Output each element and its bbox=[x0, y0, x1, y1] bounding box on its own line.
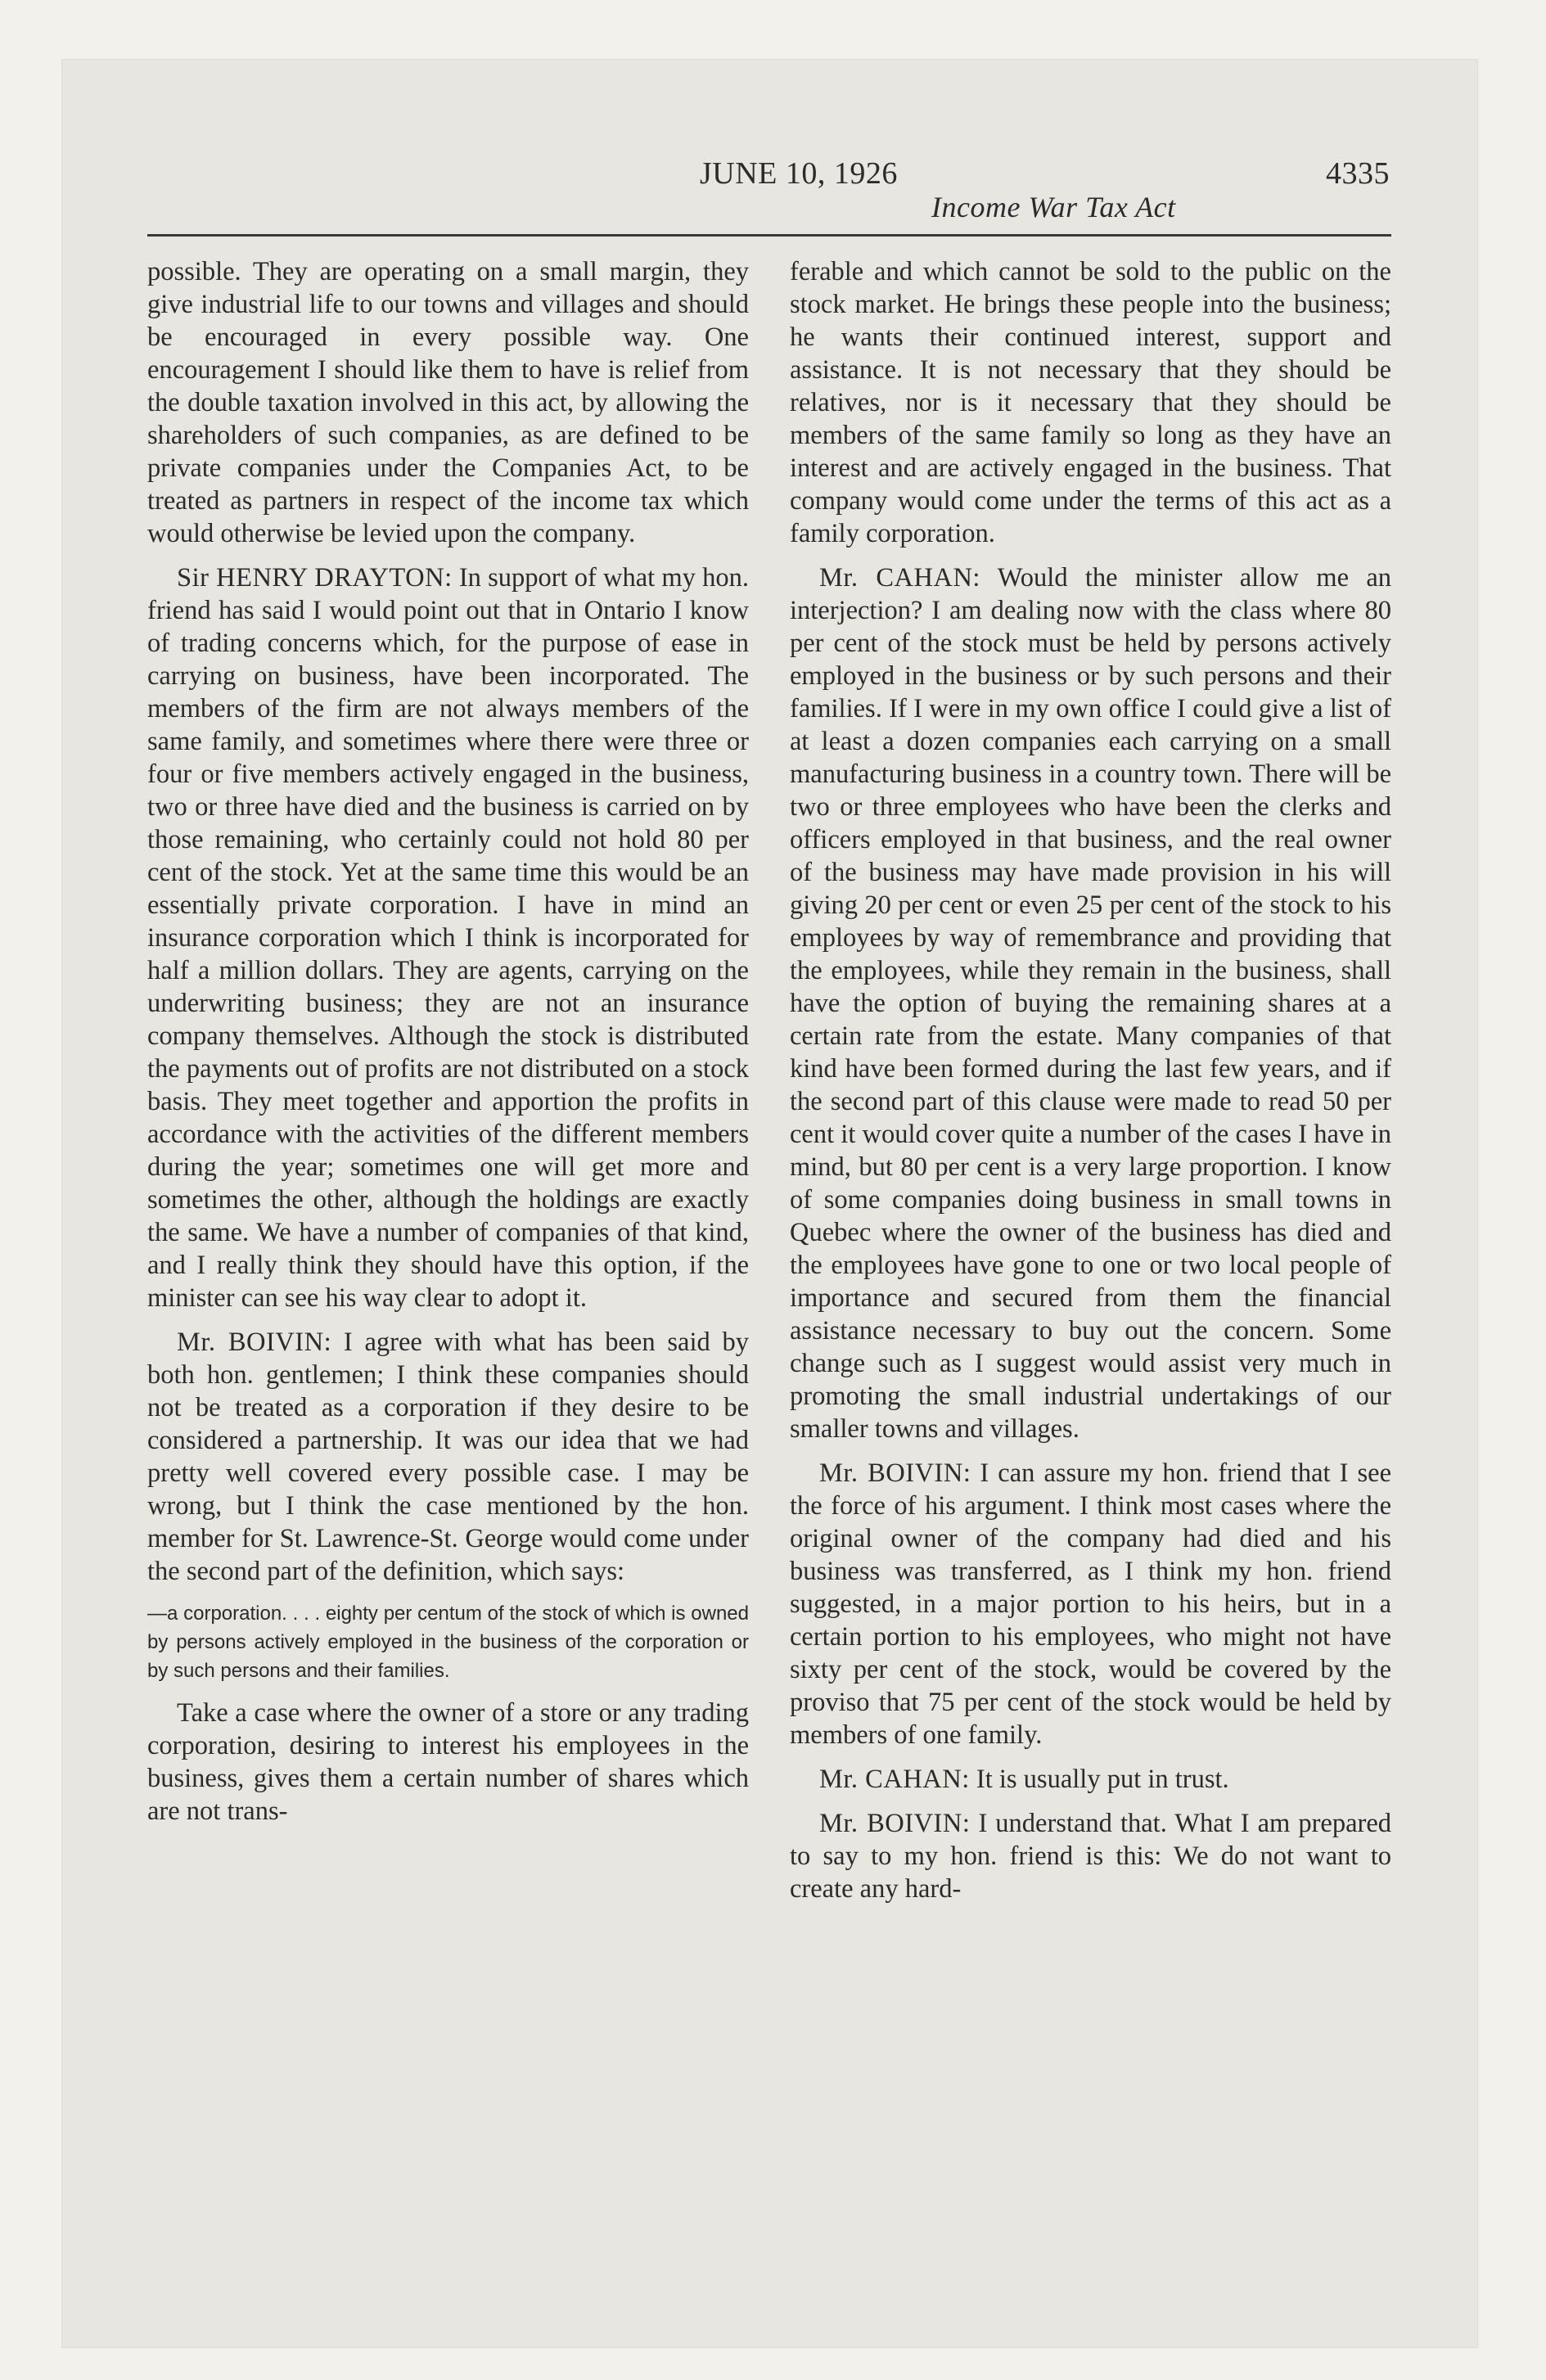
left-paragraph-3-text: I agree with what has been said by both hon. gentlemen; I think these companies should not be treated as a corporation if they desire to be considered a partnership. It was our idea that we had pretty well covered every possible case. I may be wrong, but I think the case mentioned by the hon. member for St. Lawrence-St. George would come under the second part of the definition, which says: bbox=[147, 1327, 749, 1586]
right-paragraph-2-text: Would the minister allow me an interjection? I am dealing now with the class where 80 per cent of the stock must be held by persons actively employed in the business or by such persons and their families. If I were in my own office I could give a list of at least a dozen companies each carrying on a small manufacturing business in a country town. There will be two or three employees who have been the clerks and officers employed in that business, and the real owner of the business may have made provision in his will giving 20 per cent or even 25 per cent of the stock to his employees by way of remembrance and providing that the employees, while they remain in the business, shall have the option of buying the remaining shares at a certain rate from the estate. Many companies of that kind have been formed during the last few years, and if the second part of this clause were made to read 50 per cent it would cover quite a number of the cases I have in mind, but 80 per cent is a very large proportion. I know of some companies doing business in small towns in Quebec where the owner of the business has died and the employees have gone to one or two local people of importance and secured from them the financial assistance necessary to buy out the concern. Some change such as I suggest would assist very much in promoting the small industrial undertakings of our smaller towns and villages. bbox=[790, 563, 1391, 1444]
speaker-drayton: Sir HENRY DRAYTON: bbox=[177, 563, 453, 593]
page-header bbox=[147, 156, 1391, 232]
left-paragraph-2 bbox=[147, 561, 749, 1314]
speaker-boivin-1: Mr. BOIVIN: bbox=[177, 1327, 332, 1357]
left-paragraph-3 bbox=[147, 1326, 749, 1588]
left-paragraph-1: possible. They are operating on a small margin, they give industrial life to our towns and villages and should be encouraged in every possible way. One encouragement I should like them to have is relief from the double taxation involved in this act, by allowing the shareholders of such companies, as are defined to be private companies under the Companies Act, to be treated as partners in respect of the income tax which would otherwise be levied upon the company. bbox=[147, 257, 749, 548]
speaker-cahan-2: Mr. CAHAN: bbox=[819, 1765, 970, 1794]
right-paragraph-5-text: I understand that. What I am prepared to say to my hon. friend is this: We do not want to create any hard- bbox=[790, 1809, 1392, 1904]
right-paragraph-2 bbox=[790, 561, 1391, 1445]
left-column bbox=[147, 255, 749, 1839]
right-paragraph-3-text: I can assure my hon. friend that I see the force of his argument. I think most cases where the original owner of the company had died and his business was transferred, as I think my hon. friend suggested, in a major portion to his heirs, but in a certain portion to his employees, who might not have sixty per cent of the stock, would be covered by the proviso that 75 per cent of the stock would be held by members of one family. bbox=[790, 1458, 1391, 1750]
page-number: 4335 bbox=[1326, 156, 1390, 191]
right-paragraph-3 bbox=[790, 1457, 1391, 1751]
right-column bbox=[790, 255, 1391, 1917]
right-paragraph-4 bbox=[790, 1763, 1391, 1796]
right-paragraph-1: ferable and which cannot be sold to the public on the stock market. He brings these people into the business; he wants their continued interest, support and assistance. It is not necessary that they should be relatives, nor is it necessary that they should be members of the same family so long as they have an interest and are actively engaged in the business. That company would come under the terms of this act as a family corporation. bbox=[790, 257, 1391, 548]
speaker-boivin-2: Mr. BOIVIN: bbox=[819, 1458, 971, 1488]
left-paragraph-4: Take a case where the owner of a store or any trading corporation, desiring to interest his employees in the business, gives them a certain number of shares which are not trans- bbox=[147, 1698, 749, 1826]
document-page bbox=[147, 156, 1391, 2152]
right-paragraph-4-text: It is usually put in trust. bbox=[976, 1765, 1229, 1794]
right-paragraph-5 bbox=[790, 1807, 1391, 1905]
definition-quote: —a corporation. . . . eighty per centum of the stock of which is owned by persons actively employed in the business of the corporation or by such persons and their families. bbox=[147, 1602, 749, 1682]
speaker-boivin-3: Mr. BOIVIN: bbox=[819, 1809, 971, 1838]
header-title: Income War Tax Act bbox=[931, 191, 1176, 223]
left-paragraph-2-text: In support of what my hon. friend has said I would point out that in Ontario I know of trading concerns which, for the purpose of ease in carrying on business, have been incorporated. The members of the firm are not always members of the same family, and sometimes where there were three or four or five members actively engaged in the business, two or three have died and the business is carried on by those remaining, who certainly could not hold 80 per cent of the stock. Yet at the same time this would be an essentially private corporation. I have in mind an insurance corporation which I think is incorporated for half a million dollars. They are agents, carrying on the underwriting business; they are not an insurance company themselves. Although the stock is distributed the payments out of profits are not distributed on a stock basis. They meet together and apportion the profits in accordance with the activities of the different members during the year; sometimes one will get more and sometimes the other, although the holdings are exactly the same. We have a number of companies of that kind, and I really think they should have this option, if the minister can see his way clear to adopt it. bbox=[147, 563, 750, 1313]
header-date: JUNE 10, 1926 bbox=[700, 156, 898, 191]
speaker-cahan-1: Mr. CAHAN: bbox=[819, 563, 980, 593]
header-rule bbox=[147, 234, 1391, 237]
